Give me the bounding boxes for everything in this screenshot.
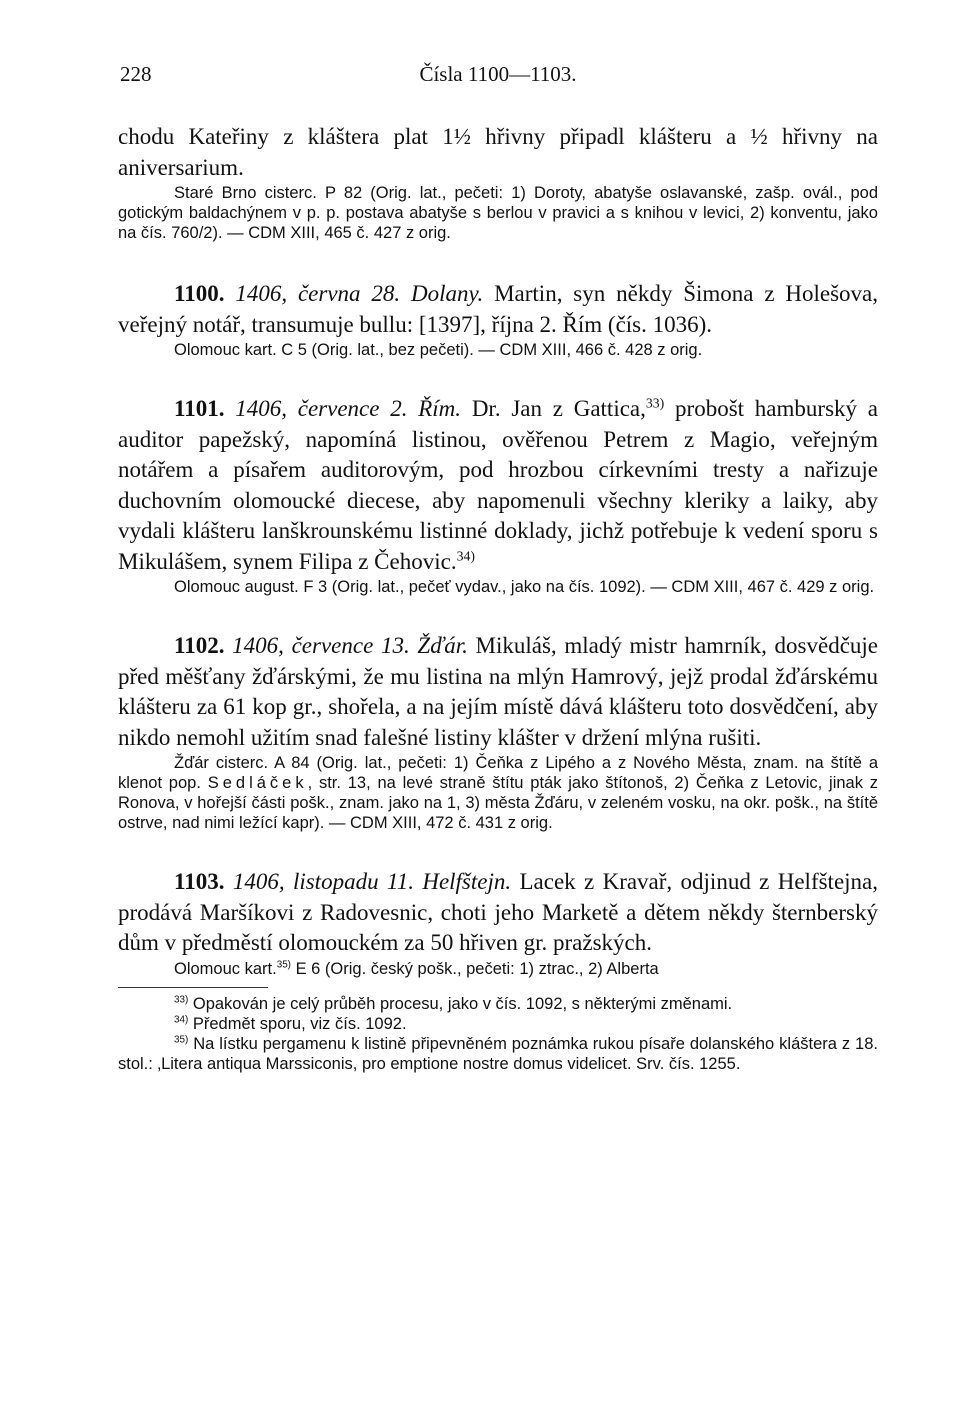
record-number: 1101. xyxy=(174,396,225,421)
footnote-text: Předmět sporu, viz čís. 1092. xyxy=(188,1014,407,1033)
record-date: 1406, června 28. Dolany. xyxy=(235,281,484,306)
page-number: 228 xyxy=(120,62,152,86)
continued-text: chodu Kateřiny z kláštera plat 1½ hřivny připadl klášteru a ½ hřivny na aniversarium. xyxy=(118,124,878,180)
record-number: 1100. xyxy=(174,281,225,306)
footnote-ref: 35) xyxy=(276,959,291,970)
footnote-33 xyxy=(118,994,878,1014)
footnote-text: Na lístku pergamenu k listině připevněném poznámka rukou písaře dolanského kláštera z 18. stol.: ‚Litera antiqua Marssiconis, pro emptione nostre domus videlicet. Srv. čís. 1255. xyxy=(118,1034,878,1073)
footnote-ref: 33) xyxy=(645,395,665,411)
footnote-text: Opakován je celý průběh procesu, jako v čís. 1092, s některými změnami. xyxy=(188,994,733,1013)
record-1103 xyxy=(118,867,878,959)
record-number: 1102. xyxy=(174,633,225,658)
footnote-ref: 34) xyxy=(456,547,475,563)
footnote-34 xyxy=(118,1014,878,1034)
running-title: Čísla 1100—1103. xyxy=(419,62,577,86)
footnote-35 xyxy=(118,1034,878,1074)
continued-source-note: Staré Brno cisterc. P 82 (Orig. lat., pečeti: 1) Doroty, abatyše oslavanské, zašp. ovál., pod gotickým baldachýnem v p. p. postava abatyše s berlou v pravici a s knihou v levici, 2) konventu, jako na čís. 760/2). — CDM XIII, 465 č. 427 z orig. xyxy=(118,184,878,242)
record-number: 1103. xyxy=(174,869,225,894)
footnote-mark: 33) xyxy=(174,994,189,1005)
record-1103-source xyxy=(118,959,878,979)
footnote-mark: 34) xyxy=(174,1014,189,1025)
source-text: Olomouc kart. xyxy=(174,959,277,978)
record-1100 xyxy=(118,279,878,340)
page-header xyxy=(120,62,876,92)
record-1102 xyxy=(118,631,878,753)
record-text: Martin, syn někdy Šimona z Holešova, veřejný notář, transumuje bullu: [1397], října 2. Řím (čís. 1036). xyxy=(118,281,879,337)
record-text-cont: probošt hamburský a auditor papežský, napomíná listinou, ověřenou Petrem z Magio, veřejným notářem a písařem auditorovým, pod hrozbou církevními tresty a nařizuje duchovním olomoucké diecese, aby napomenuli všechny kleriky a laiky, aby vydali klášteru lanškrounskému listinné doklady, jichž potřebuje k vedení sporu s Mikulášem, synem Filipa z Čehovic. xyxy=(118,396,878,574)
footnote-mark: 35) xyxy=(174,1034,189,1045)
record-date: 1406, července 13. Žďár. xyxy=(232,633,468,658)
record-text: Dr. Jan z Gattica, xyxy=(471,396,646,421)
source-text: Žďár cisterc. A 84 (Orig. lat., pečeti: 1) Čeňka z Lipého a z Nového Města, znam. na štítě a klenot pop. xyxy=(118,754,878,792)
record-1101 xyxy=(118,394,878,577)
record-1100-source: Olomouc kart. C 5 (Orig. lat., bez pečeti). — CDM XIII, 466 č. 428 z orig. xyxy=(174,341,703,359)
record-1101-source: Olomouc august. F 3 (Orig. lat., pečeť vydav., jako na čís. 1092). — CDM XIII, 467 č. 429 z orig. xyxy=(174,578,875,596)
source-author: Sedláček xyxy=(207,774,308,792)
record-date: 1406, listopadu 11. Helfštejn. xyxy=(232,869,512,894)
footnote-divider xyxy=(118,987,268,988)
record-text: Mikuláš, mladý mistr hamrník, dosvědčuje před měšťany žďárskými, že mu listina na mlýn Hamrový, jejž prodal žďárskému klášteru za 61 kop gr., shořela, a na jejím místě dává klášteru toto dosvědčení, aby nikdo nemohl užitím snad falešné listiny klášter v držení mlýna rušiti. xyxy=(118,633,879,750)
source-text-cont: , str. 13, na levé straně štítu pták jako štítonoš, 2) Čeňka z Letovic, jinak z Ronova, v hořejší části pošk., znam. jako na 1, 3) města Žďáru, v zeleném vosku, na okr. pošk., na štítě ostrve, nad nimi ležící kapr). — CDM XIII, 472 č. 431 z orig. xyxy=(118,774,879,832)
source-text-cont: E 6 (Orig. český pošk., pečeti: 1) ztrac., 2) Alberta xyxy=(290,959,659,978)
page-content xyxy=(118,122,878,1074)
record-date: 1406, července 2. Řím. xyxy=(235,396,462,421)
record-text: Lacek z Kravař, odjinud z Helfštejna, prodává Maršíkovi z Radovesnic, choti jeho Marketě a dětem někdy šternberský dům v předměstí olomouckém za 50 hřiven gr. pražských. xyxy=(118,869,879,955)
record-1102-source xyxy=(118,753,878,833)
